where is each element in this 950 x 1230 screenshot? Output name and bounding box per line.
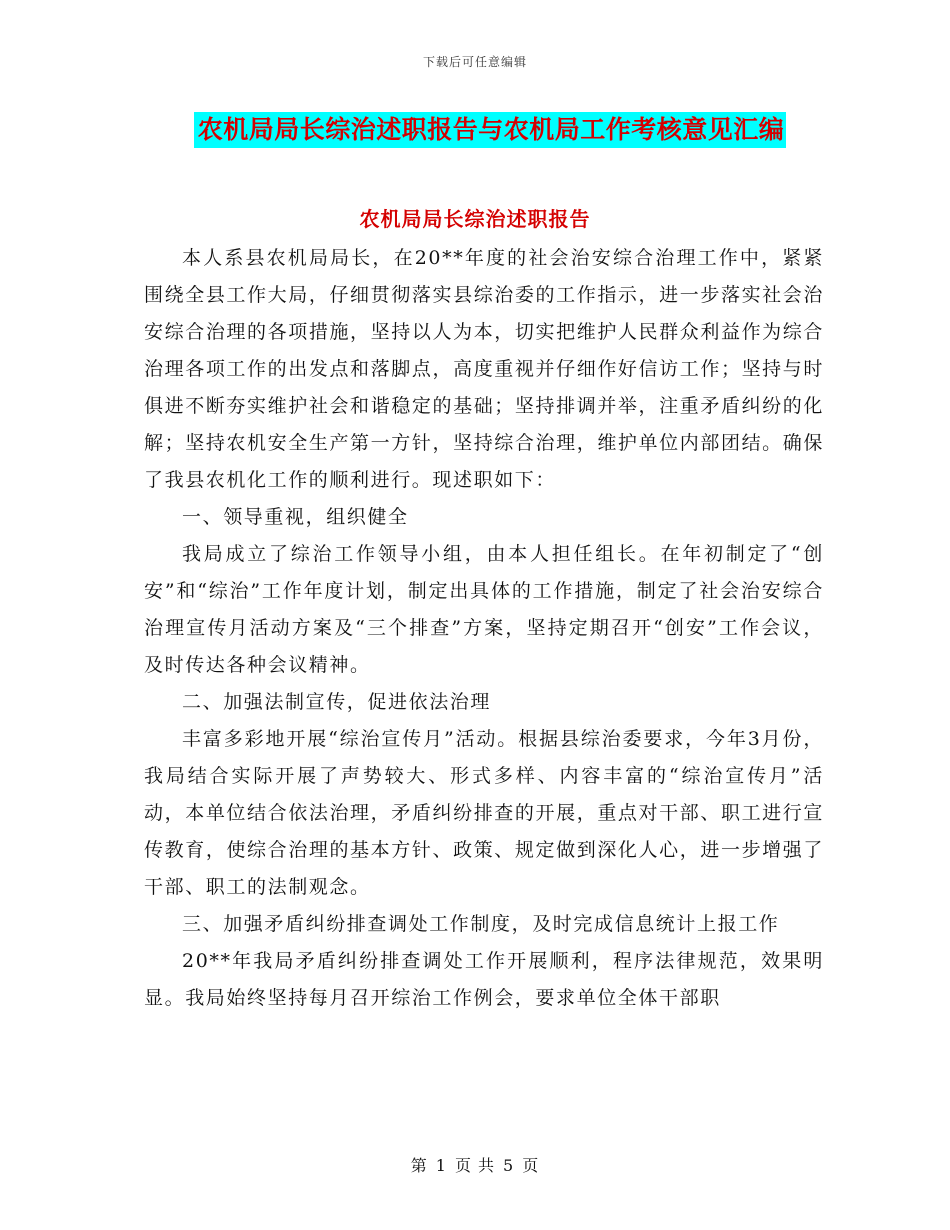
footer-word-of: 页 共 <box>454 1156 496 1175</box>
document-title: 农机局局长综治述职报告与农机局工作考核意见汇编 <box>194 112 787 148</box>
page-header-note: 下载后可任意编辑 <box>422 55 527 69</box>
footer-word-pages: 页 <box>522 1156 540 1175</box>
footer-word-page: 第 <box>410 1156 428 1175</box>
heading-2: 二、加强法制宣传，促进依法治理 <box>182 691 492 713</box>
page-footer <box>0 1153 950 1176</box>
heading-1: 一、领导重视，组织健全 <box>182 506 409 528</box>
document-title-container <box>0 112 950 148</box>
section-title: 农机局局长综治述职报告 <box>359 207 591 231</box>
total-pages-number: 5 <box>503 1156 515 1175</box>
paragraph-1: 我局成立了综治工作领导小组，由本人担任组长。在年初制定了“创安”和“综治”工作年度计划，制定出具体的工作措施，制定了社会治安综合治理宣传月活动方案及“三个排查”方案，坚持定期召开“创安”工作会议，及时传达各种会议精神。 <box>144 543 824 676</box>
current-page-number: 1 <box>435 1156 447 1175</box>
heading-3: 三、加强矛盾纠纷排查调处工作制度，及时完成信息统计上报工作 <box>182 913 780 935</box>
document-body <box>144 240 824 1017</box>
paragraph-3: 20**年我局矛盾纠纷排查调处工作开展顺利，程序法律规范，效果明显。我局始终坚持每月召开综治工作例会，要求单位全体干部职 <box>144 950 824 1009</box>
paragraph-intro: 本人系县农机局局长，在20**年度的社会治安综合治理工作中，紧紧围绕全县工作大局，仔细贯彻落实县综治委的工作指示，进一步落实社会治安综合治理的各项措施，坚持以人为本，切实把维护人民群众利益作为综合治理各项工作的出发点和落脚点，高度重视并仔细作好信访工作；坚持与时俱进不断夯实维护社会和谐稳定的基础；坚持排调并举，注重矛盾纠纷的化解；坚持农机安全生产第一方针，坚持综合治理，维护单位内部团结。确保了我县农机化工作的顺利进行。现述职如下： <box>144 247 824 491</box>
paragraph-2: 丰富多彩地开展“综治宣传月”活动。根据县综治委要求，今年3月份，我局结合实际开展了声势较大、形式多样、内容丰富的“综治宣传月”活动，本单位结合依法治理，矛盾纠纷排查的开展，重点对干部、职工进行宣传教育，使综合治理的基本方针、政策、规定做到深化人心，进一步增强了干部、职工的法制观念。 <box>144 728 824 898</box>
